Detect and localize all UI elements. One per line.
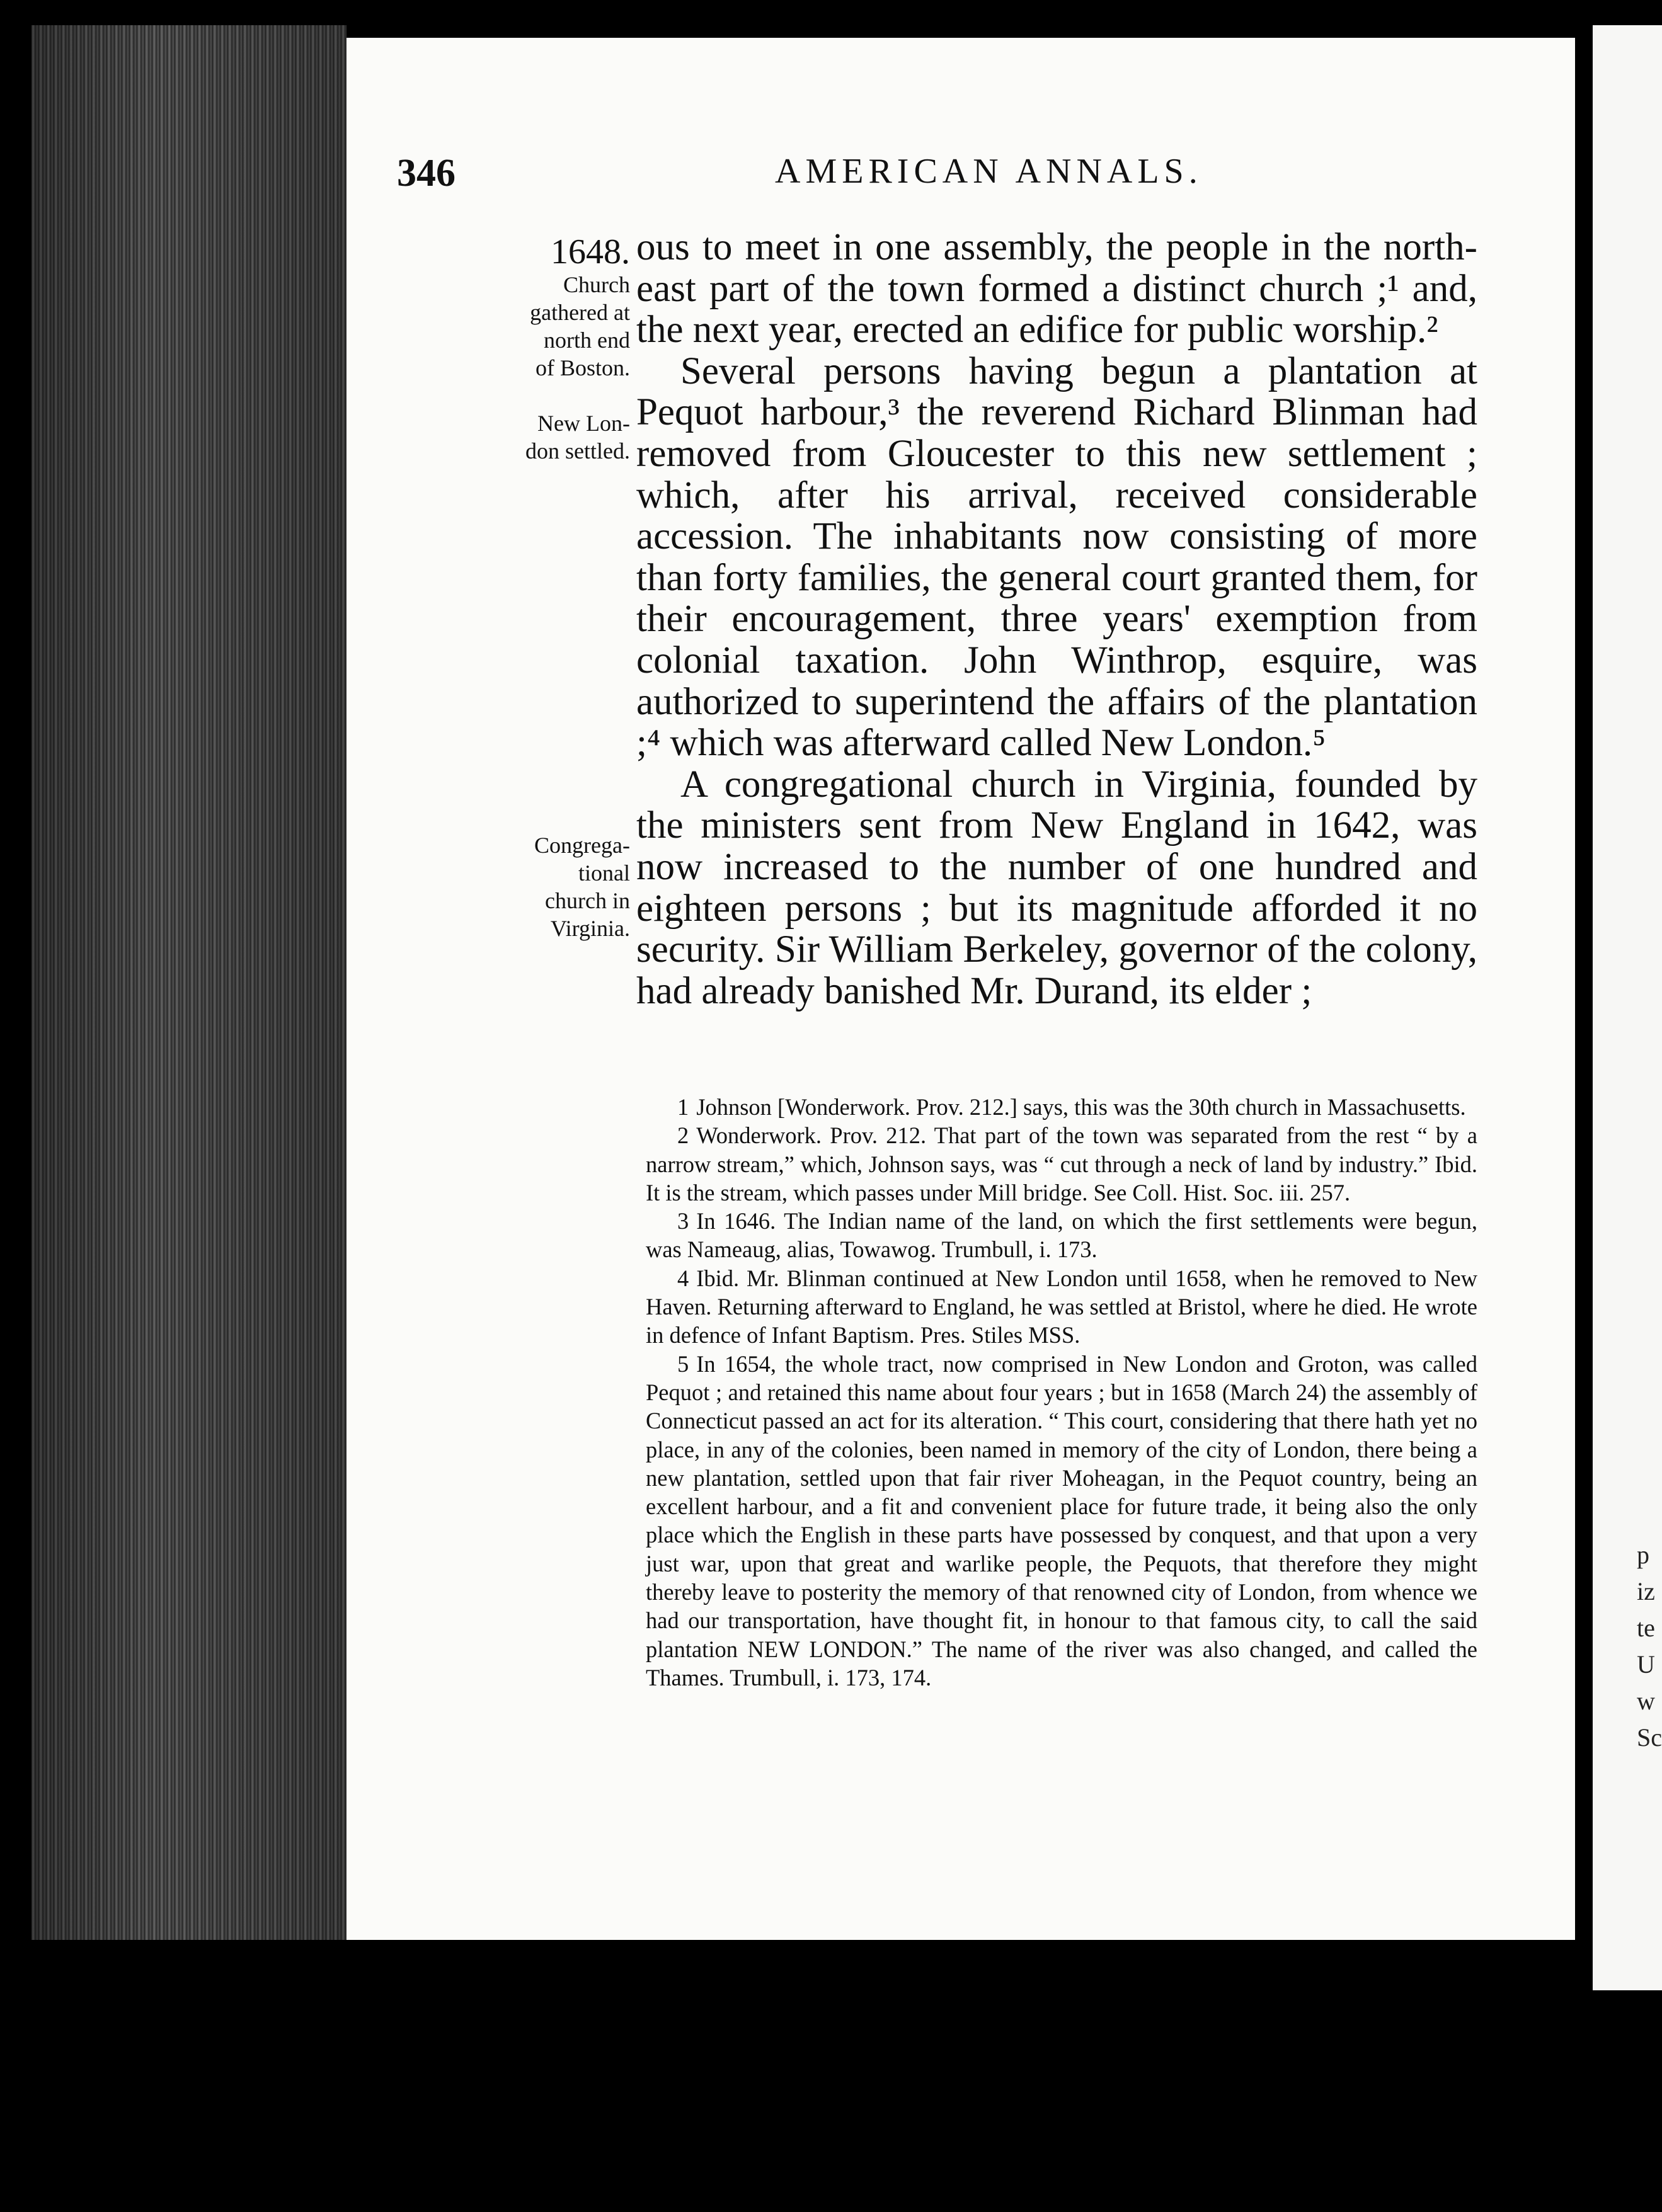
paragraph-continuation: ous to meet in one assembly, the people in the north-east part of the town formed a distinct church ;¹ and, the next year, erected an edifice for public worship.² (636, 226, 1477, 351)
footnote: 5 In 1654, the whole tract, now comprised in New London and Groton, was called Pequot ; and retained this name about four years ; but in 1658 (March 24) the assembly of Connecticut passed an act for its alteration. “ This court, considering that there hath yet no place, in any of the colonies, been named in memory of the city of London, there being a new plantation, settled upon that fair river Moheagan, in the Pequot country, being an excellent harbour, and a fit and convenient place for future trade, it being also the only place which the English in these parts have possessed by conquest, and that upon a very just war, upon that great and warlike people, the Pequots, that therefore they might thereby leave to posterity the memory of that renowned city of London, from whence we had our transportation, have thought fit, in honour to that famous city, to call the said plantation NEW LONDON.” The name of the river was also changed, and called the Thames. Trumbull, i. 173, 174. (646, 1350, 1477, 1690)
margin-year: 1648. (551, 232, 630, 271)
footnote: 4 Ibid. Mr. Blinman continued at New London until 1658, when he removed to New Haven. Returning afterward to England, he was settled at Bristol, where he died. He wrote in defence of Infant Baptism. Pres. Stiles MSS. (646, 1265, 1477, 1348)
main-text (636, 227, 1477, 1012)
page-number: 346 (397, 152, 456, 195)
footnote: 3 In 1646. The Indian name of the land, on which the first settlements were begun, was Nameaug, alias, Towawog. Trumbull, i. 173. (646, 1208, 1477, 1263)
margin-note-virginia-church: Congrega- tional church in Virginia. (534, 833, 630, 941)
paragraph-new-london: Several persons having begun a plantation at Pequot harbour,³ the reverend Richard Blinman had removed from Gloucester to this new settlement ; which, after his arrival, received considerable accession. The inhabitants now consisting of more than forty families, the general court granted them, for their encouragement, three years' exemption from colonial taxation. John Winthrop, esquire, was authorized to superintend the affairs of the plantation ;⁴ which was afterward called New London.⁵ (636, 350, 1477, 765)
margin-note-new-london: New Lon- don settled. (525, 411, 630, 464)
running-head (397, 151, 1512, 202)
margin-note-church-boston: 1648. Church gathered at north end of Boston. (485, 233, 630, 382)
book-page-edges (32, 25, 347, 1940)
paragraph-virginia: A congregational church in Virginia, founded by the ministers sent from New England in 1642, was now increased to the number of one hundred and eighteen persons ; but its magnitude afforded it no security. Sir William Berkeley, governor of the colony, had already banished Mr. Durand, its elder ; (636, 763, 1477, 1012)
footnote: 1 Johnson [Wonderwork. Prov. 212.] says, this was the 30th church in Massachusetts. (677, 1094, 1466, 1120)
facing-page-fragments: p iz te U w Sc (1637, 1541, 1662, 1752)
running-head-title: AMERICAN ANNALS. (775, 152, 1203, 191)
footnote: 2 Wonderwork. Prov. 212. That part of the town was separated from the rest “ by a narrow stream,” which, Johnson says, was “ cut through a neck of land by industry.” Ibid. It is the stream, which passes under Mill bridge. See Coll. Hist. Soc. iii. 257. (646, 1122, 1477, 1206)
footnotes (646, 1093, 1477, 1692)
